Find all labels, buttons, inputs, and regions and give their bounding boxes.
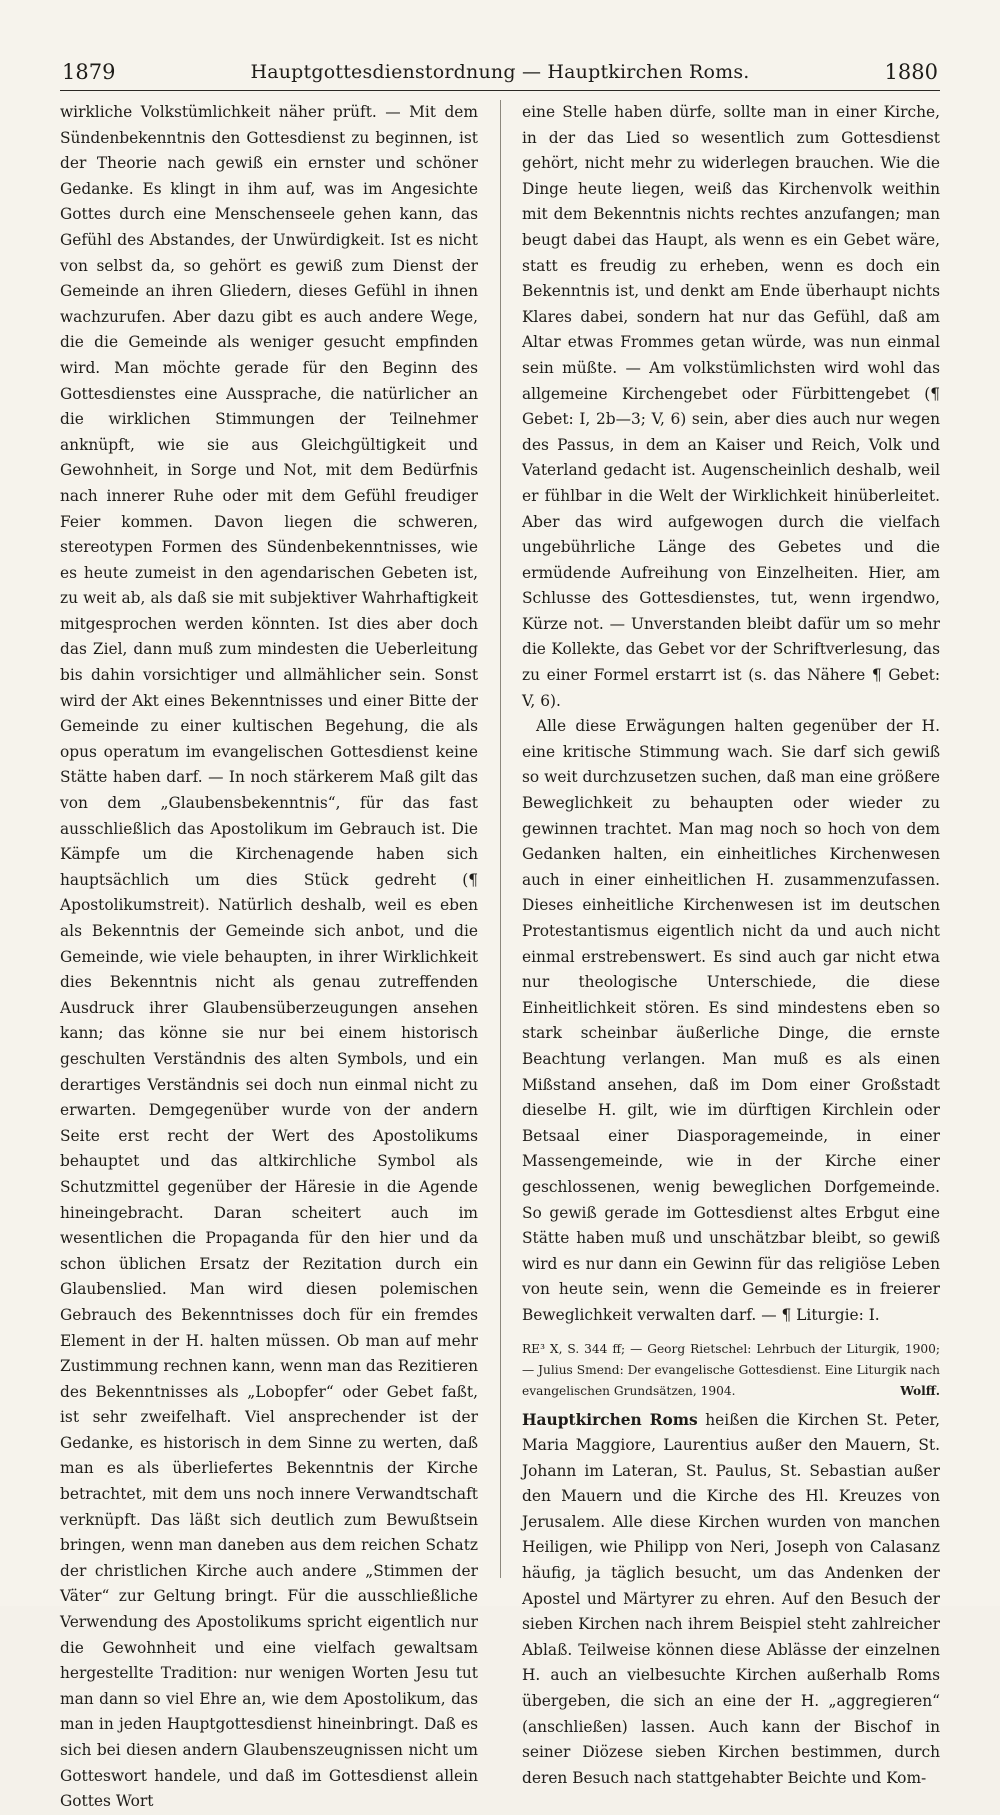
author-signature: Wolff. (900, 1383, 940, 1398)
left-column-text: wirkliche Volkstümlichkeit näher prüft. — Mit dem Sündenbekenntnis den Gottesdienst zu beginnen, ist der Theorie nach gewiß ein ernster und schöner Gedanke. Es klingt in ihm auf, was im Angesichte Gottes durch eine Menschenseele gehen kann, das Gefühl des Abstandes, der Unwürdigkeit. Ist es nicht von selbst da, so gehört es gewiß zum Dienst der Gemeinde an ihren Gliedern, dieses Gefühl in ihnen wachzurufen. Aber dazu gibt es auch andere Wege, die die Gemeinde als weniger gesucht empfinden wird. Man möchte gerade für den Beginn des Gottesdienstes eine Aussprache, die natürlicher an die wirklichen Stimmungen der Teilnehmer anknüpft, wie sie aus Gleichgültigkeit und Gewohnheit, in Sorge und Not, mit dem Bedürfnis nach innerer Ruhe oder mit dem Gefühl freudiger Feier kommen. Davon liegen die schweren, stereotypen Formen des Sündenbekenntnisses, wie es heute zumeist in den agendarischen Gebeten ist, zu weit ab, als daß sie mit subjektiver Wahrhaftigkeit mitgesprochen werden könnten. Ist dies aber doch das Ziel, dann muß zum mindesten die Ueberleitung bis dahin vorsichtiger und allmählicher sein. Sonst wird der Akt eines Bekenntnisses und einer Bitte der Gemeinde zu einer kultischen Begehung, die als opus operatum im evangelischen Gottesdienst keine Stätte haben darf. — In noch stärkerem Maß gilt das von dem „Glaubensbekenntnis“, für das fast ausschließlich das Apostolikum im Gebrauch ist. Die Kämpfe um die Kirchenagende haben sich hauptsächlich um dies Stück gedreht (¶ Apostolikumstreit). Natürlich deshalb, weil es eben als Bekenntnis der Gemeinde sich anbot, und die Gemeinde, wie viele behaupten, in ihrer Wirklichkeit dies Bekenntnis nicht als genau zutreffenden Ausdruck ihrer Glaubensüberzeugungen ansehen kann; das könne sie nur bei einem historisch geschulten Verständnis des alten Symbols, und ein derartiges Verständnis sei doch nun einmal nicht zu erwarten. Demgegenüber wurde von der andern Seite erst recht der Wert des Apostolikums behauptet und das altkirchliche Symbol als Schutzmittel gegenüber der Häresie in die Agende hineingebracht. Daran scheitert auch im wesentlichen die Propaganda für den hier und da schon üblichen Ersatz der Rezitation durch ein Glaubenslied. Man wird diesen polemischen Gebrauch des Bekenntnisses doch für ein fremdes Element in der H. halten müssen. Ob man auf mehr Zustimmung rechnen kann, wenn man das Rezitieren des Bekenntnisses als „Lobopfer“ oder Gebet faßt, ist sehr zweifelhaft. Viel ansprechender ist der Gedanke, es historisch in dem Sinne zu werten, daß man es als überliefertes Bekenntnis der Kirche betrachtet, mit dem uns noch innere Verwandtschaft verknüpft. Das läßt sich deutlich zum Bewußtsein bringen, wenn man daneben aus dem reichen Schatz der christlichen Kirche auch andere „Stimmen der Väter“ zur Geltung bringt. Für die ausschließliche Verwendung des Apostolikums spricht eigentlich nur die Gewohnheit und eine vielfach gewaltsam hergestellte Tradition: nur wenigen Worten Jesu tut man dann so viel Ehre an, wie dem Apostolikum, das man in jeden Hauptgottesdienst hineinbringt. Daß es sich bei diesen andern Glaubenszeugnissen nicht um Gotteswort handele, und daß im Gottesdienst allein Gottes Wort (60, 103, 479, 1811)
page-number-right: 1880 (884, 60, 938, 84)
right-column (522, 100, 940, 1791)
page-number-left: 1879 (62, 60, 116, 84)
column-divider (500, 100, 501, 1578)
running-title: Hauptgottesdienstordnung — Hauptkirchen Roms. (250, 61, 750, 83)
right-paragraph-2: Alle diese Erwägungen halten gegenüber der H. eine kritische Stimmung wach. Sie darf sich gewiß so weit durchzusetzen suchen, daß man eine größere Beweglichkeit zu behaupten oder wieder zu gewinnen trachtet. Man mag noch so hoch von dem Gedanken halten, ein einheitliches Kirchenwesen auch in einer einheitlichen H. zusammenzufassen. Dieses einheitliche Kirchenwesen ist im deutschen Protestantismus eigentlich nicht da und auch nicht einmal erstrebenswert. Es sind auch gar nicht etwa nur theologische Unterschiede, die diese Einheitlichkeit stören. Es sind mindestens eben so stark scheinbar äußerliche Dinge, die ernste Beachtung verlangen. Man muß es als einen Mißstand ansehen, daß im Dom einer Großstadt dieselbe H. gilt, wie im dürftigen Kirchlein oder Betsaal einer Diasporagemeinde, in einer Massengemeinde, wie in der Kirche einer geschlossenen, wenig beweglichen Dorfgemeinde. So gewiß gerade im Gottesdienst altes Erbgut eine Stätte haben muß und unschätzbar bleibt, so gewiß wird es nur dann ein Gewinn für das religiöse Leben von heute sein, wenn die Gemeinde es in freierer Beweglichkeit verwalten darf. — ¶ Liturgie: I. (522, 717, 940, 1324)
right-paragraph-1: eine Stelle haben dürfe, sollte man in einer Kirche, in der das Lied so wesentlich zum Gottesdienst gehört, nicht mehr zu widerlegen brauchen. Wie die Dinge heute liegen, weiß das Kirchenvolk weithin mit dem Bekenntnis nichts rechtes anzufangen; man beugt dabei das Haupt, als wenn es ein Gebet wäre, statt es freudig zu erheben, wenn es doch ein Bekenntnis ist, und denkt am Ende überhaupt nichts Klares dabei, sondern hat nur das Gefühl, daß am Altar etwas Frommes getan würde, was nun einmal sein müßte. — Am volkstümlichsten wird wohl das allgemeine Kirchengebet oder Fürbittengebet (¶ Gebet: I, 2b—3; V, 6) sein, aber dies auch nur wegen des Passus, in dem an Kaiser und Reich, Volk und Vaterland gedacht ist. Augenscheinlich deshalb, weil er fühlbar in die Welt der Wirklichkeit hinüberleitet. Aber das wird aufgewogen durch die vielfach ungebührliche Länge des Gebetes und die ermüdende Aufreihung von Einzelheiten. Hier, am Schlusse des Gottesdienstes, tut, wenn irgendwo, Kürze not. — Unverstanden bleibt dafür um so mehr die Kollekte, das Gebet vor der Schriftverlesung, das zu einer Formel erstarrt ist (s. das Nähere ¶ Gebet: V, 6). (522, 103, 940, 710)
bibliography (522, 1339, 940, 1402)
entry-text: heißen die Kirchen St. Peter, Maria Maggiore, Laurentius außer den Mauern, St. Johann im Lateran, St. Paulus, St. Sebastian außer den Mauern und die Kirche des Hl. Kreuzes von Jerusalem. Alle diese Kirchen wurden von manchen Heiligen, wie Philipp von Neri, Joseph von Calasanz häufig, ja täglich besucht, um das Andenken der Apostel und Märtyrer zu ehren. Auf den Besuch der sieben Kirchen nach ihrem Beispiel steht zahlreicher Ablaß. Teilweise können diese Ablässe der einzelnen H. auch an vielbesuchte Kirchen außerhalb Roms übergeben, die sich an eine der H. „aggregieren“ (anschließen) lassen. Auch kann der Bischof in seiner Diözese sieben Kirchen bestimmen, durch deren Besuch nach stattgehabter Beichte und Kom- (522, 1410, 940, 1787)
left-column (60, 100, 478, 1815)
bibliography-text: RE³ X, S. 344 ff; — Georg Rietschel: Lehrbuch der Liturgik, 1900; — Julius Smend: Der evangelische Gottesdienst. Eine Liturgik nach evangelischen Grundsätzen, 1904. (522, 1341, 940, 1398)
article-entry (522, 1408, 940, 1792)
entry-lemma: Hauptkirchen Roms (522, 1410, 698, 1429)
page-header (60, 54, 940, 91)
